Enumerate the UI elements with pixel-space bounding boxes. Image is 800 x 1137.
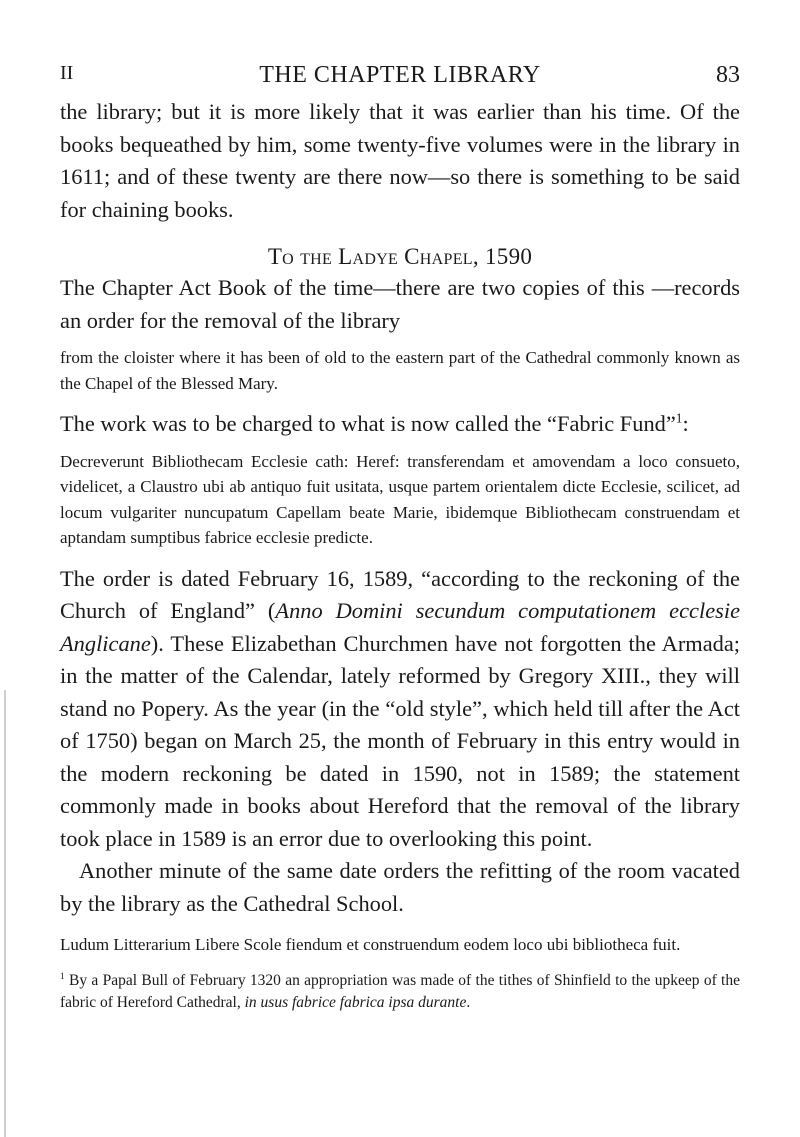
- chapter-number: II: [60, 62, 74, 84]
- page-edge-shadow: [4, 690, 6, 1137]
- paragraph-1: the library; but it is more likely that it was earlier than his time. Of the books bequeathed by him, some twenty-five volumes were in the library in 1611; and of these twenty are there now—so there is something to be said for chaining books.: [60, 99, 740, 222]
- paragraph-3-colon: :: [682, 411, 689, 436]
- section-heading: To the Ladye Chapel, 1590: [267, 244, 533, 269]
- paragraph-4-italic: Anno Domini secundum computationem ecclesie Anglicane: [60, 598, 741, 656]
- footnote-reference: 1: [675, 410, 683, 426]
- paragraph-2: The Chapter Act Book of the time—there are two copies of this —records an order for the removal of the library: [60, 275, 740, 333]
- page-number: 83: [716, 62, 740, 88]
- footnote-italic: in usus fabrice fabrica ipsa durante: [244, 994, 467, 1011]
- quotation-latin: Decreverunt Bibliothecam Ecclesie cath: Heref: transferendam et amovendam a loco consueto, videlicet, a Claustro ubi ab antiquo fuit usitata, usque partem orientalem dicte Ecclesie, scilicet, ad locum vulgariter nuncupatum Capellam beate Marie, ibidemque Bibliothecam construendam et aptandam sumptibus fabrice ecclesie predicte.: [60, 451, 740, 547]
- paragraph-4-text-a: The order is dated February 16, 1589, “according to the reckoning of the Church of England” (: [60, 565, 740, 623]
- paragraph-4: [60, 563, 740, 856]
- paragraph-4-text-b: ). These Elizabethan Churchmen have not forgotten the Armada; in the matter of the Calendar, lately reformed by Gregory XIII., they will stand no Popery. As the year (in the “old style”, which held till after the Act of 1750) began on March 25, the month of February in this entry would in the modern reckoning be dated in 1590, not in 1589; the statement commonly made in books about Hereford that the removal of the library took place in 1589 is an error due to overlooking this point.: [60, 630, 740, 851]
- footnote: [60, 970, 740, 1015]
- paragraph-3: [60, 408, 740, 441]
- footnote-text-b: .: [466, 994, 471, 1011]
- paragraph-3-text: The work was to be charged to what is now called the “Fabric Fund”: [60, 411, 676, 436]
- quotation-english: from the cloister where it has been of old to the eastern part of the Cathedral commonly known as the Chapel of the Blessed Mary.: [60, 348, 740, 393]
- running-title: THE CHAPTER LIBRARY: [259, 62, 541, 88]
- paragraph-5: Another minute of the same date orders the refitting of the room vacated by the library as the Cathedral School.: [60, 858, 740, 916]
- quotation-latin-2: Ludum Litterarium Libere Scole fiendum et construendum eodem loco ubi bibliotheca fuit.: [60, 935, 681, 954]
- footnote-text-a: By a Papal Bull of February 1320 an appropriation was made of the tithes of Shinfield to the upkeep of the fabric of Hereford Cathedral,: [60, 971, 740, 1011]
- running-header: [60, 62, 740, 96]
- page: [60, 62, 740, 1015]
- footnote-mark: 1: [60, 971, 65, 982]
